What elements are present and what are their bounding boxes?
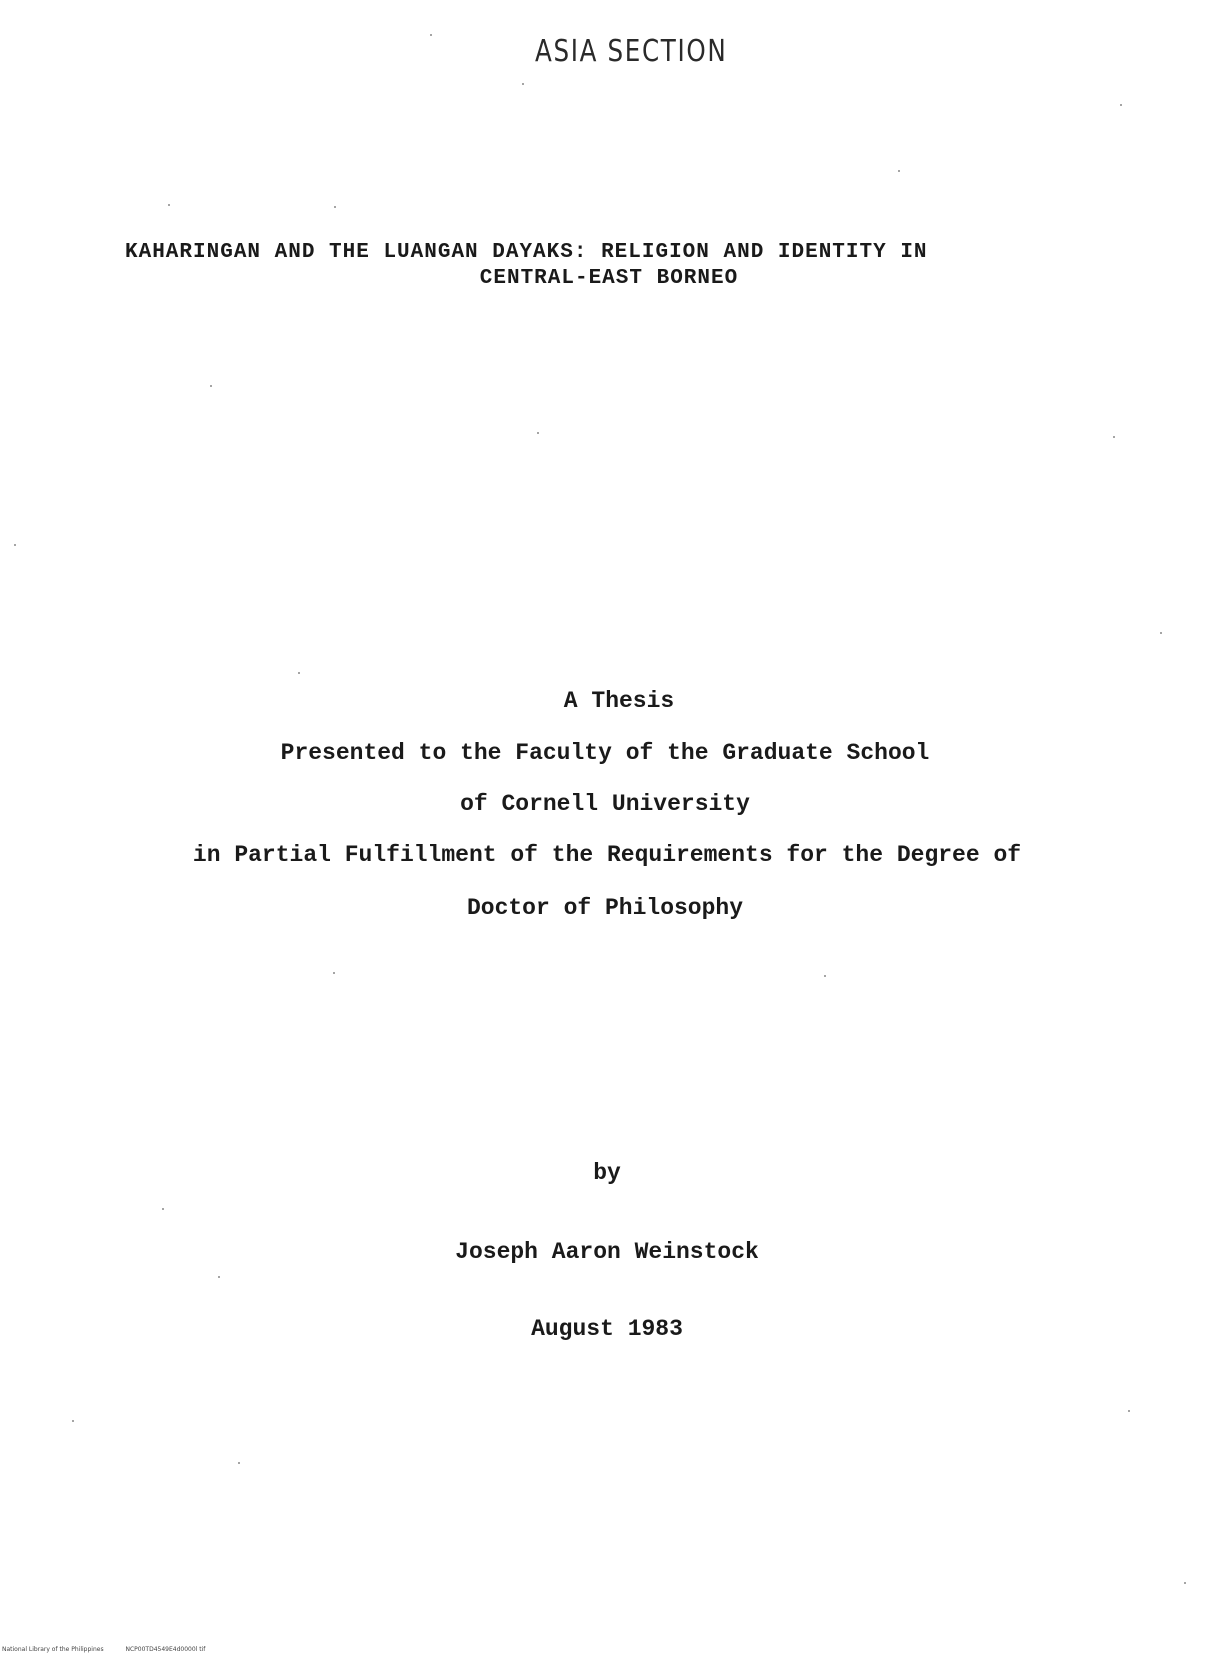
scan-speck — [1113, 436, 1115, 438]
university-line: of Cornell University — [460, 791, 750, 817]
scan-speck — [218, 1276, 220, 1278]
presented-line: Presented to the Faculty of the Graduate School — [280, 740, 930, 766]
scan-speck — [898, 170, 900, 172]
submission-date: August 1983 — [531, 1316, 683, 1342]
thesis-title-line-2: CENTRAL-EAST BORNEO — [479, 267, 739, 290]
a-thesis-line: A Thesis — [563, 688, 675, 714]
scan-speck — [1128, 1410, 1130, 1412]
asia-section-stamp: ASIA SECTION — [535, 34, 728, 69]
scan-speck — [430, 34, 432, 36]
scan-speck — [537, 432, 539, 434]
scan-speck — [298, 672, 300, 674]
scan-speck — [162, 1208, 164, 1210]
by-label: by — [593, 1160, 621, 1186]
footer-file-id: NCP00TD4549E4d0000l tif — [125, 1646, 206, 1653]
scan-speck — [334, 206, 336, 208]
scan-speck — [1160, 632, 1162, 634]
scan-speck — [824, 975, 826, 977]
scan-speck — [72, 1420, 74, 1422]
scan-speck — [333, 972, 335, 974]
scan-speck — [14, 544, 16, 546]
scan-speck — [522, 83, 524, 85]
fulfillment-line: in Partial Fulfillment of the Requirements for the Degree of — [192, 842, 1022, 868]
scan-footer — [2, 1646, 205, 1653]
scan-speck — [1184, 1582, 1186, 1584]
scan-speck — [168, 204, 170, 206]
scan-speck — [210, 385, 212, 387]
scan-speck — [1120, 104, 1122, 106]
degree-line: Doctor of Philosophy — [466, 895, 744, 921]
footer-library: National Library of the Philippines — [2, 1646, 104, 1653]
scan-speck — [238, 1462, 240, 1464]
thesis-title-line-1: KAHARINGAN AND THE LUANGAN DAYAKS: RELIGION AND IDENTITY IN — [125, 241, 928, 264]
author-name: Joseph Aaron Weinstock — [455, 1239, 759, 1265]
